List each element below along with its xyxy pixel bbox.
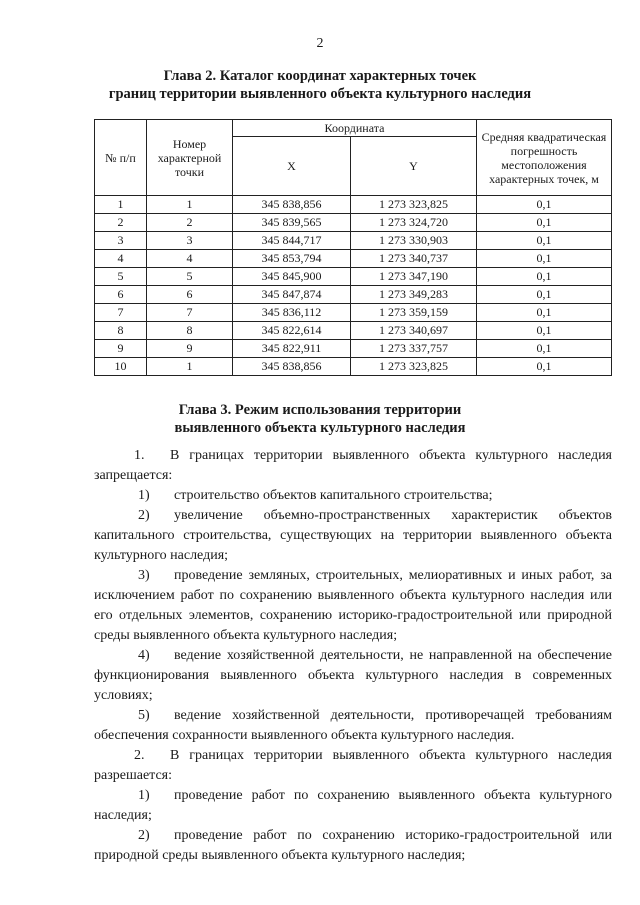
cell-row-number: 6 <box>95 286 147 304</box>
cell-point-number: 4 <box>147 250 233 268</box>
cell-row-number: 5 <box>95 268 147 286</box>
item-number: 5) <box>138 708 150 723</box>
header-row-number: № п/п <box>95 120 147 196</box>
cell-row-number: 1 <box>95 196 147 214</box>
table-row <box>95 232 612 250</box>
header-y: Y <box>351 137 477 196</box>
item-text: проведение работ по сохранению историко-градостроительной или природной среды выявленного объекта культурного наследия; <box>94 828 612 863</box>
header-coordinate: Координата <box>233 120 477 137</box>
table-row <box>95 340 612 358</box>
cell-row-number: 7 <box>95 304 147 322</box>
cell-x: 345 822,911 <box>233 340 351 358</box>
header-point-number: Номер характерной точки <box>147 120 233 196</box>
cell-y: 1 273 330,903 <box>351 232 477 250</box>
list-item <box>94 786 612 826</box>
cell-error: 0,1 <box>477 232 612 250</box>
coordinates-table <box>94 119 612 376</box>
chapter-3-heading-line-2: выявленного объекта культурного наследия <box>174 420 466 436</box>
cell-error: 0,1 <box>477 304 612 322</box>
cell-error: 0,1 <box>477 286 612 304</box>
item-number: 1) <box>138 788 150 803</box>
cell-x: 345 836,112 <box>233 304 351 322</box>
cell-x: 345 822,614 <box>233 322 351 340</box>
item-text: строительство объектов капитального строительства; <box>174 488 493 503</box>
cell-error: 0,1 <box>477 358 612 376</box>
cell-row-number: 3 <box>95 232 147 250</box>
cell-x: 345 845,900 <box>233 268 351 286</box>
list-item <box>94 826 612 866</box>
table-row <box>95 322 612 340</box>
cell-y: 1 273 340,737 <box>351 250 477 268</box>
cell-point-number: 5 <box>147 268 233 286</box>
cell-point-number: 8 <box>147 322 233 340</box>
cell-x: 345 838,856 <box>233 196 351 214</box>
cell-x: 345 853,794 <box>233 250 351 268</box>
item-text: проведение работ по сохранению выявленного объекта культурного наследия; <box>94 788 612 823</box>
table-row <box>95 196 612 214</box>
cell-error: 0,1 <box>477 250 612 268</box>
cell-row-number: 4 <box>95 250 147 268</box>
chapter-3-body <box>94 446 612 866</box>
cell-point-number: 6 <box>147 286 233 304</box>
table-row <box>95 286 612 304</box>
table-row <box>95 250 612 268</box>
cell-x: 345 838,856 <box>233 358 351 376</box>
table-row <box>95 358 612 376</box>
chapter-2-heading-line-1: Глава 2. Каталог координат характерных точек <box>163 68 477 84</box>
cell-y: 1 273 323,825 <box>351 196 477 214</box>
paragraph-number: 2. <box>134 748 145 763</box>
table-row <box>95 304 612 322</box>
item-text: увеличение объемно-пространственных характеристик объектов капитального строительства, существующих на территории выявленного объекта культурного наследия; <box>94 508 612 563</box>
page-number: 2 <box>316 36 324 51</box>
table-row <box>95 268 612 286</box>
item-number: 4) <box>138 648 150 663</box>
chapter-2-heading <box>0 67 640 103</box>
item-number: 1) <box>138 488 150 503</box>
item-text: ведение хозяйственной деятельности, не направленной на обеспечение функционирования выявленного объекта культурного наследия в современных условиях; <box>94 648 612 703</box>
cell-x: 345 847,874 <box>233 286 351 304</box>
paragraph-number: 1. <box>134 448 145 463</box>
paragraph-text: В границах территории выявленного объекта культурного наследия запрещается: <box>94 448 612 483</box>
cell-y: 1 273 323,825 <box>351 358 477 376</box>
cell-x: 345 844,717 <box>233 232 351 250</box>
cell-error: 0,1 <box>477 322 612 340</box>
header-x: X <box>233 137 351 196</box>
cell-y: 1 273 324,720 <box>351 214 477 232</box>
item-number: 2) <box>138 828 150 843</box>
cell-point-number: 3 <box>147 232 233 250</box>
cell-point-number: 9 <box>147 340 233 358</box>
cell-error: 0,1 <box>477 268 612 286</box>
cell-point-number: 1 <box>147 358 233 376</box>
cell-y: 1 273 349,283 <box>351 286 477 304</box>
paragraph-text: В границах территории выявленного объекта культурного наследия разрешается: <box>94 748 612 783</box>
list-item <box>94 646 612 706</box>
cell-row-number: 9 <box>95 340 147 358</box>
cell-y: 1 273 359,159 <box>351 304 477 322</box>
list-item <box>94 506 612 566</box>
cell-point-number: 2 <box>147 214 233 232</box>
chapter-2-heading-line-2: границ территории выявленного объекта культурного наследия <box>108 86 532 102</box>
cell-y: 1 273 347,190 <box>351 268 477 286</box>
item-text: ведение хозяйственной деятельности, противоречащей требованиям обеспечения сохранности выявленного объекта культурного наследия. <box>94 708 612 743</box>
cell-point-number: 1 <box>147 196 233 214</box>
item-text: проведение земляных, строительных, мелиоративных и иных работ, за исключением работ по сохранению выявленного объекта культурного наследия или его отдельных элементов, сохранению историко-градостроительной или природной среды выявленного объекта культурного наследия; <box>94 568 612 643</box>
cell-row-number: 2 <box>95 214 147 232</box>
item-number: 3) <box>138 568 150 583</box>
cell-point-number: 7 <box>147 304 233 322</box>
cell-y: 1 273 340,697 <box>351 322 477 340</box>
chapter-3-heading-line-1: Глава 3. Режим использования территории <box>178 402 462 418</box>
list-item <box>94 486 612 506</box>
item-number: 2) <box>138 508 150 523</box>
cell-y: 1 273 337,757 <box>351 340 477 358</box>
table-row <box>95 214 612 232</box>
cell-error: 0,1 <box>477 340 612 358</box>
prohibitions-paragraph <box>94 446 612 486</box>
header-mean-error: Средняя квадратическая погрешность местоположения характерных точек, м <box>477 120 612 196</box>
permissions-paragraph <box>94 746 612 786</box>
cell-row-number: 8 <box>95 322 147 340</box>
cell-row-number: 10 <box>95 358 147 376</box>
list-item <box>94 706 612 746</box>
cell-error: 0,1 <box>477 196 612 214</box>
chapter-3-heading <box>0 401 640 437</box>
list-item <box>94 566 612 646</box>
cell-x: 345 839,565 <box>233 214 351 232</box>
cell-error: 0,1 <box>477 214 612 232</box>
